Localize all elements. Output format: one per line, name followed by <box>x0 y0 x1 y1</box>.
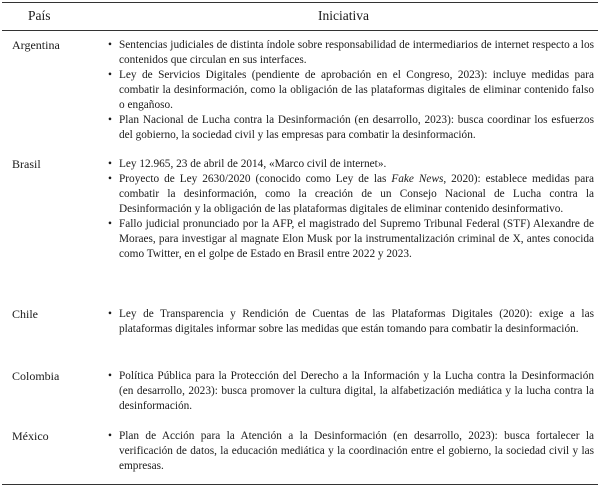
bullet-mark: • <box>108 430 112 442</box>
initiative-text: Política Pública para la Protección del Derecho a la Información y la Lucha contra la Desinformación (en desarrollo, 2023): busca promover la cultura digital, la alfabetización mediática y la lucha contra la desinformación. <box>119 370 594 412</box>
country-name: Brasil <box>12 157 41 171</box>
initiative-text: Plan de Acción para la Atención a la Desinformación (en desarrollo, 2023): busca fortalecer la verificación de datos, la educación mediática y la coordinación entre el gobierno, la sociedad civil y las empresas. <box>119 430 594 472</box>
initiative-item <box>108 369 594 414</box>
initiative-list <box>108 369 594 414</box>
bullet-mark: • <box>108 114 112 126</box>
bullet-mark: • <box>108 69 112 81</box>
bullet-mark: • <box>108 39 112 51</box>
initiative-item <box>108 429 594 474</box>
initiative-item <box>108 38 594 68</box>
initiative-text: Fallo judicial pronunciado por la AFP, el magistrado del Supremo Tribunal Federal (STF) Alexandre de Moraes, para investigar al magnate Elon Musk por la instrumentalización criminal de X, antes conocida como Twitter, en el golpe de Estado en Brasil entre 2022 y 2023. <box>119 218 594 260</box>
bullet-mark: • <box>108 308 112 320</box>
table-top-rule <box>2 2 598 3</box>
initiative-item <box>108 68 594 113</box>
initiative-item <box>108 217 594 262</box>
initiative-text: Ley de Transparencia y Rendición de Cuentas de las Plataformas Digitales (2020): exige a las plataformas digitales informar sobre las medidas que están tomando para combatir la desinformación. <box>119 308 594 335</box>
initiative-text: Ley 12.965, 23 de abril de 2014, «Marco civil de internet». <box>119 158 387 170</box>
initiative-text-part: Proyecto de Ley 2630/2020 (conocido como Ley de las <box>119 173 392 185</box>
country-name: México <box>12 429 49 443</box>
bullet-mark: • <box>108 158 112 170</box>
country-name: Chile <box>12 307 38 321</box>
initiative-item <box>108 172 594 217</box>
table-header-rule <box>2 30 598 31</box>
bullet-mark: • <box>108 173 112 185</box>
initiative-text: Plan Nacional de Lucha contra la Desinformación (en desarrollo, 2023): busca coordinar los esfuerzos del gobierno, la sociedad civil y las empresas para combatir la desinformación. <box>119 114 594 141</box>
header-iniciativa: Iniciativa <box>318 8 369 23</box>
initiative-list <box>108 38 594 143</box>
country-name: Argentina <box>12 38 60 52</box>
bullet-mark: • <box>108 218 112 230</box>
initiative-list <box>108 157 594 262</box>
initiative-list <box>108 307 594 337</box>
initiative-list <box>108 429 594 474</box>
initiative-text: Sentencias judiciales de distinta índole sobre responsabilidad de intermediarios de internet respecto a los contenidos que circulan en sus interfaces. <box>119 39 594 66</box>
table-bottom-rule <box>2 484 598 485</box>
country-name: Colombia <box>12 369 60 383</box>
bullet-mark: • <box>108 370 112 382</box>
initiative-item <box>108 113 594 143</box>
initiative-text-emphasis: Fake News <box>391 173 444 185</box>
initiative-text: Ley de Servicios Digitales (pendiente de aprobación en el Congreso, 2023): incluye medidas para combatir la desinformación, como la obligación de las plataformas digitales de eliminar contenido falso o engañoso. <box>119 69 594 111</box>
initiative-item <box>108 307 594 337</box>
initiative-text-part: , 2020): establece medidas para combatir la desinformación, como la creación de un Consejo Nacional de Lucha contra la Desinformación y la obligación de las plataformas digitales de eliminar contenido desinformativo. <box>119 173 594 215</box>
initiative-text <box>119 173 594 215</box>
header-pais: País <box>28 8 51 23</box>
initiative-item <box>108 157 594 172</box>
